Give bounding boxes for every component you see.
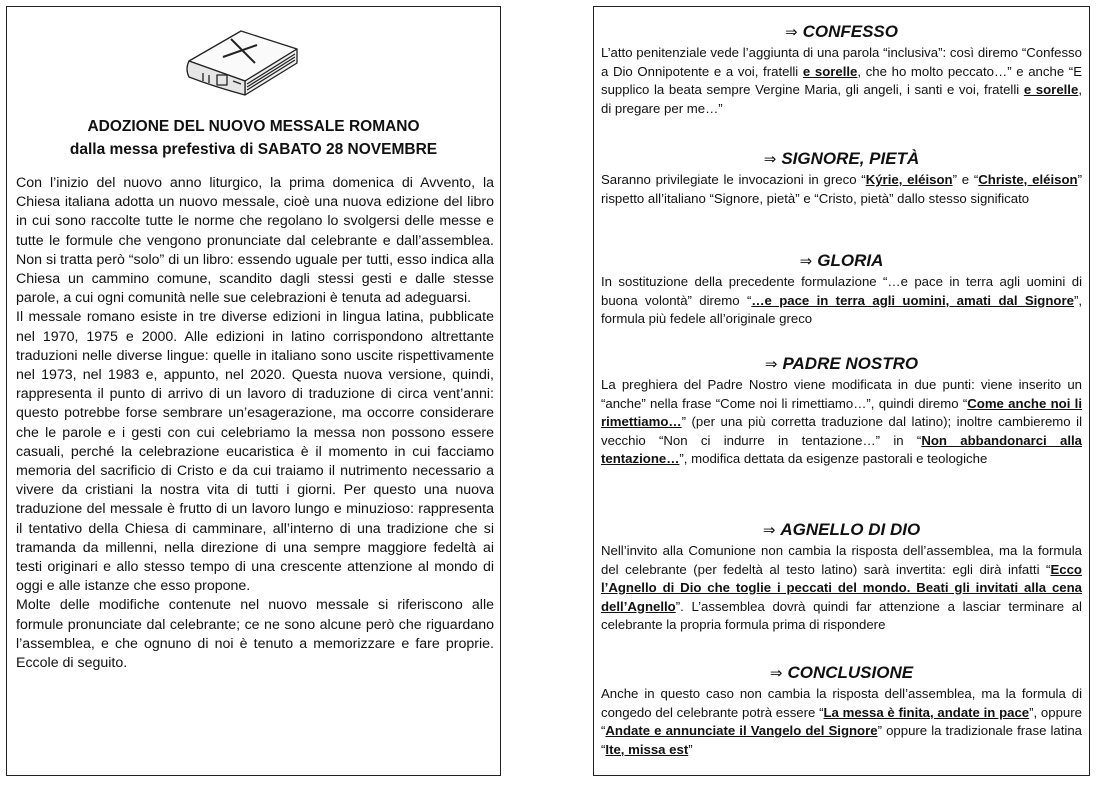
intro-text [16, 174, 494, 673]
arrow-right-icon: ⇒ [785, 24, 798, 41]
section-confesso [601, 21, 1082, 118]
highlight-text: Ecco l’Agnello di Dio che toglie i peccati del mondo. Beati gli invitati alla cena dell’Agnello [601, 561, 1082, 614]
highlight-text: Ite, missa est [605, 741, 689, 757]
highlight-text: e sorelle [1023, 82, 1079, 97]
section-text: La preghiera del Padre Nostro viene modificata in due punti: viene inserito un “anche” nella frase “Come noi li rimettiamo…”, quindi diremo “Come anche noi li rimettiamo…” (per una più corretta traduzione dal latino); inoltre cambieremo il vecchio “Non ci indurre in tentazione…” in “Non abbandonarci alla tentazione…”, modifica dettata da esigenze pastorali e teologiche [601, 377, 1083, 466]
section-agnello-di-dio [601, 519, 1082, 635]
changes-panel [593, 6, 1090, 776]
highlight-text: Come anche noi li rimettiamo… [601, 395, 1082, 429]
highlight-text: Non abbandonarci alla tentazione… [601, 432, 1083, 466]
section-text: Saranno privilegiate le invocazioni in greco “Kýrie, eléison” e “Christe, eléison” rispetto all’italiano “Signore, pietà” e “Cristo, pietà” dallo stesso significato [601, 172, 1082, 206]
section-conclusione [601, 662, 1082, 759]
highlight-text: Christe, eléison [978, 172, 1078, 187]
section-signore-pieta [601, 148, 1082, 208]
section-padre-nostro [601, 353, 1082, 469]
paragraph: Molte delle modifiche contenute nel nuovo messale si riferiscono alle formule pronunciate dal celebrante; ce ne sono alcune però che riguardano l’assemblea, e che ognuno di noi è tenuto a memorizzare e fare proprie. Eccole di seguito. [16, 597, 494, 672]
arrow-right-icon: ⇒ [769, 665, 783, 682]
section-heading: ⇒ CONFESSO [785, 22, 898, 41]
highlight-text: La messa è finita, andate in pace [823, 704, 1030, 720]
section-text: L’atto penitenziale vede l’aggiunta di una parola “inclusiva”: così diremo “Confesso a Dio Onnipotente e a voi, fratelli e sorelle, che ho molto peccato…” e anche “E supplico la beata sempre Vergine Maria, gli angeli, i santi e voi, fratelli e sorelle, di pregare per me…” [601, 45, 1082, 116]
highlight-text: Kýrie, eléison [865, 172, 953, 187]
section-heading: ⇒ PADRE NOSTRO [764, 354, 919, 373]
section-heading: ⇒ GLORIA [799, 251, 884, 270]
section-heading: ⇒ AGNELLO DI DIO [762, 520, 921, 539]
section-text: Nell’invito alla Comunione non cambia la risposta dell’assemblea, ma la formula del celebrante (per fedeltà al testo latino) sarà invertita: egli dirà infatti “Ecco l’Agnello di Dio che toglie i peccati del mondo. Beati gli invitati alla cena dell’Agnello”. L’assemblea dovrà quindi far attenzione a lasciar terminare al celebrante la propria formula prima di rispondere [601, 543, 1082, 632]
bible-book-icon [183, 23, 301, 111]
arrow-right-icon: ⇒ [799, 253, 813, 270]
section-text: In sostituzione della precedente formulazione “…e pace in terra agli uomini di buona volontà” diremo “…e pace in terra agli uomini, amati dal Signore”, formula più fedele all’originale greco [601, 274, 1083, 326]
page-title: ADOZIONE DEL NUOVO MESSALE ROMANO [87, 118, 420, 135]
paragraph: Il messale romano esiste in tre diverse edizioni in lingua latina, pubblicate nel 1970, 1975 e 2000. Alle edizioni in latino corrispondono altrettante traduzioni nelle diverse lingue: quelle in italiano sono uscite rispettivamente nel 1973, nel 1983 e, appunto, nel 2020. Questa nuova versione, quindi, rappresenta il punto di arrivo di un lavoro di traduzione di circa vent’anni: questo potrebbe forse sembrare un’esagerazione, ma occorre considerare che le parole e i gesti con cui celebriamo la messa non possono essere casuali, perché la celebrazione eucaristica è il momento in cui facciamo memoria del sacrificio di Cristo e da cui traiamo il nutrimento necessario a vivere da cristiani la nostra vita di tutti i giorni. Per questo una nuova traduzione del messale è frutto di un lavoro lungo e minuzioso: rappresenta il tentativo della Chiesa di camminare, all’interno di una tradizione che si tramanda da millenni, nella direzione di una sempre maggiore fedeltà ai testi originari e allo stesso tempo di una crescente attenzione al mondo di oggi e alle istanze che esso propone. [16, 309, 494, 595]
highlight-text: …e pace in terra agli uomini, amati dal Signore [751, 292, 1074, 308]
arrow-right-icon: ⇒ [763, 151, 777, 168]
highlight-text: Andate e annunciate il Vangelo del Signore [605, 723, 878, 738]
intro-panel [6, 6, 501, 776]
highlight-text: e sorelle [802, 63, 858, 79]
arrow-right-icon: ⇒ [764, 356, 778, 373]
page-subtitle: dalla messa prefestiva di SABATO 28 NOVEMBRE [69, 141, 438, 158]
arrow-right-icon: ⇒ [762, 522, 776, 539]
section-text: Anche in questo caso non cambia la risposta dell’assemblea, ma la formula di congedo del celebrante potrà essere “La messa è finita, andate in pace”, oppure “Andate e annunciate il Vangelo del Signore” oppure la tradizionale frase latina “Ite, missa est” [601, 686, 1083, 757]
section-heading: ⇒ CONCLUSIONE [769, 663, 914, 682]
section-gloria [601, 250, 1082, 329]
section-heading: ⇒ SIGNORE, PIETÀ [763, 149, 920, 168]
paragraph: Con l’inizio del nuovo anno liturgico, la prima domenica di Avvento, la Chiesa italiana adotta un nuovo messale, cioè una nuova edizione del libro in cui sono raccolte tutte le norme che regolano lo svolgersi delle messe e tutte le formule che vengono pronunciate dal celebrante e dall’assemblea. Non si tratta però “solo” di un libro: essendo uguale per tutti, esso indica alla Chiesa un cammino comune, scandito dagli stessi gesti e dalle stesse parole, a cui ogni comunità nelle sue celebrazioni è tenuta ad adeguarsi. [16, 175, 494, 307]
